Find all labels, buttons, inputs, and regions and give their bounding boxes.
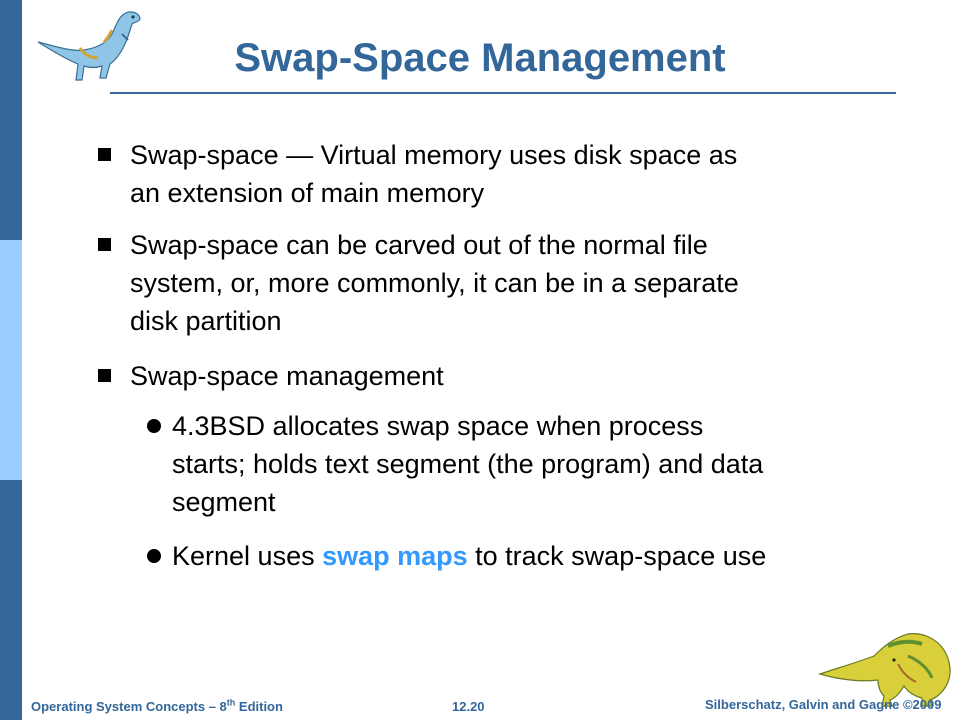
bullet-item-1 [130,136,737,212]
slide-title: Swap-Space Management [234,36,726,80]
footer-authors: Silberschatz, Galvin and Gagne ©2009 [705,697,942,712]
bullet-line: system, or, more commonly, it can be in a separate [130,268,739,298]
dinosaur-bottom-icon [818,616,956,708]
bullet-line: segment [172,487,276,517]
round-bullet-icon [147,419,161,433]
footer-book-title [31,699,283,714]
bullet-item-2 [130,226,739,340]
footer-book-sup: th [226,697,236,708]
bullet-line: Swap-space — Virtual memory uses disk space as [130,140,738,170]
sub-bullet-item-1 [172,407,763,521]
bullet-item-3 [130,357,444,395]
square-bullet-icon [98,238,111,251]
bullet-line: 4.3BSD allocates swap space when process [172,411,704,441]
footer-page-number: 12.20 [452,699,485,714]
footer-book-prefix: Operating System Concepts – 8 [31,699,227,714]
sub-bullet-item-2 [172,537,766,575]
bullet-line: Swap-space can be carved out of the normal file [130,230,708,260]
footer-book-suffix: Edition [235,699,283,714]
bullet-line: starts; holds text segment (the program) and data [172,449,764,479]
bullet-line: Swap-space management [130,361,444,391]
square-bullet-icon [98,148,111,161]
bullet-line: disk partition [130,306,282,336]
bullet-line: an extension of main memory [130,178,485,208]
bullet-text-after: to track swap-space use [467,541,767,571]
highlight-term: swap maps [322,541,468,571]
square-bullet-icon [98,369,111,382]
bullet-text-before: Kernel uses [172,541,323,571]
round-bullet-icon [147,549,161,563]
